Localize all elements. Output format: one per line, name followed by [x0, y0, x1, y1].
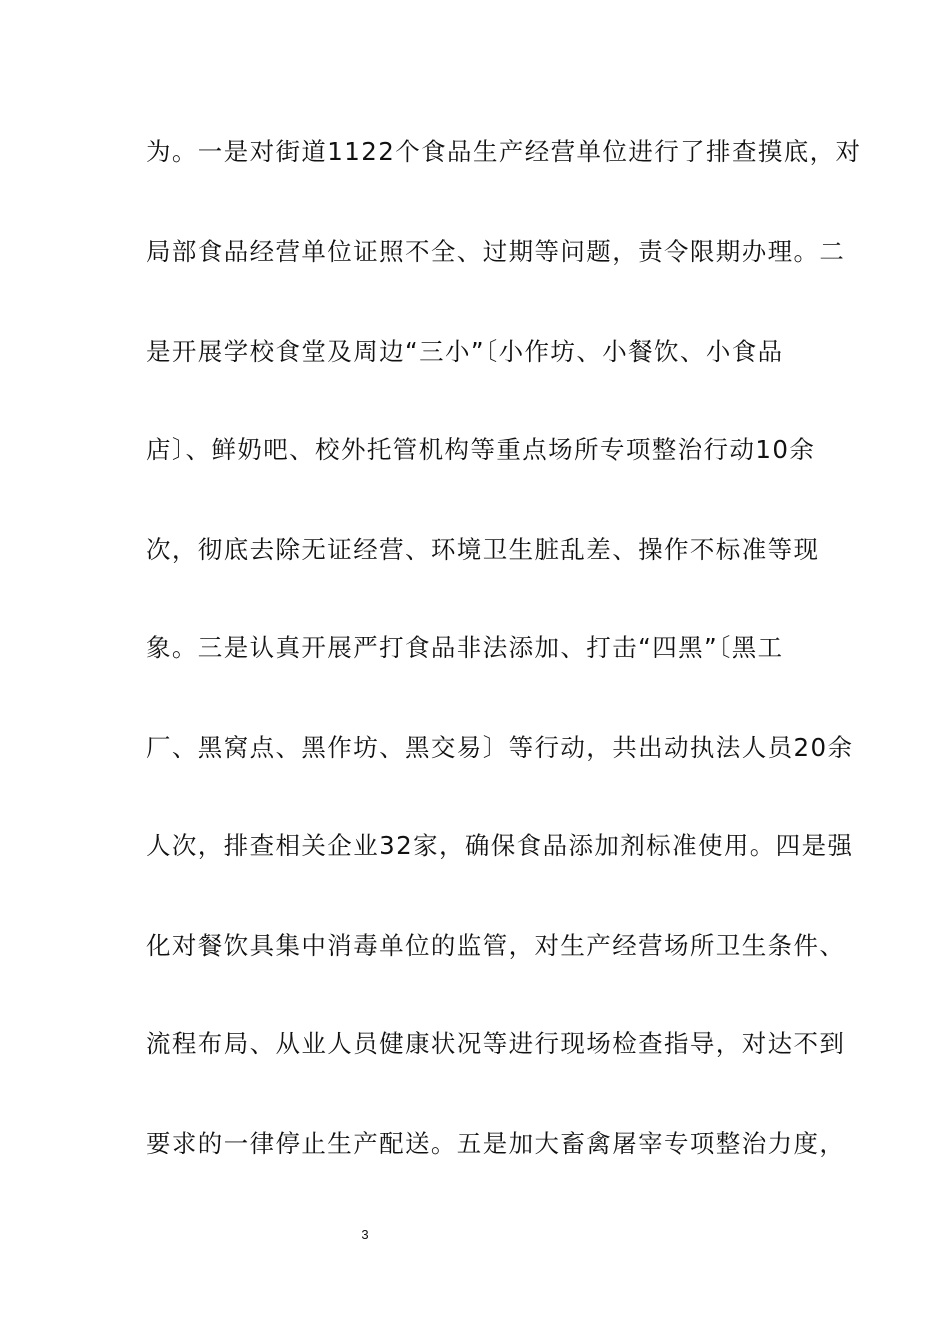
body-text-line: 象。三是认真开展严打食品非法添加、打击“四黑”〔黑工	[146, 633, 784, 662]
body-text-line: 局部食品经营单位证照不全、过期等问题，责令限期办理。二	[146, 237, 846, 266]
page-number: 3	[361, 1227, 369, 1242]
body-text-line: 次，彻底去除无证经营、环境卫生脏乱差、操作不标准等现	[146, 535, 820, 564]
body-text-line: 化对餐饮具集中消毒单位的监管，对生产经营场所卫生条件、	[146, 931, 846, 960]
body-text-line: 厂、黑窝点、黑作坊、黑交易〕等行动，共出动执法人员20余	[146, 733, 854, 762]
body-text-line: 流程布局、从业人员健康状况等进行现场检查指导，对达不到	[146, 1029, 846, 1058]
body-text-line: 为。一是对街道1122个食品生产经营单位进行了排查摸底，对	[146, 137, 862, 166]
body-text-line: 人次，排查相关企业32家，确保食品添加剂标准使用。四是强	[146, 831, 854, 860]
body-text-line: 要求的一律停止生产配送。五是加大畜禽屠宰专项整治力度，	[146, 1129, 846, 1158]
body-text-line: 店〕、鲜奶吧、校外托管机构等重点场所专项整治行动10余	[146, 435, 816, 464]
body-text-line: 是开展学校食堂及周边“三小”〔小作坊、小餐饮、小食品	[146, 337, 784, 366]
